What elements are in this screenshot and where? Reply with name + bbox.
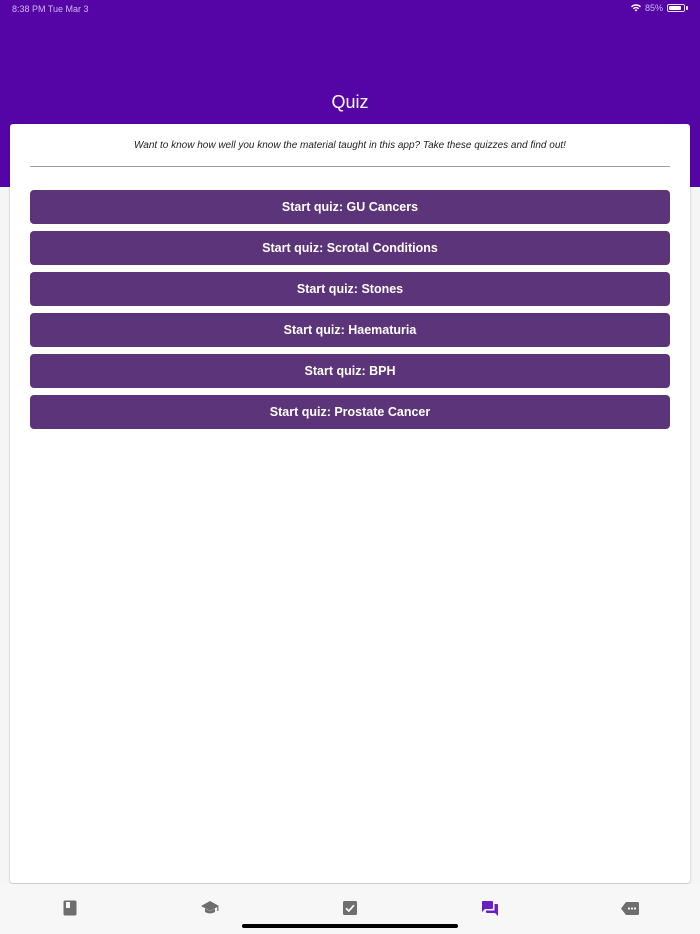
status-bar bbox=[0, 0, 700, 18]
home-indicator[interactable] bbox=[242, 924, 458, 928]
tab-book[interactable] bbox=[58, 896, 82, 920]
book-icon bbox=[63, 900, 77, 916]
battery-cap bbox=[686, 6, 688, 10]
status-date-text: Tue Mar 3 bbox=[47, 4, 89, 14]
page-title: Quiz bbox=[331, 92, 369, 112]
status-indicators bbox=[631, 3, 688, 13]
tab-quiz[interactable] bbox=[478, 896, 502, 920]
start-quiz-bph-button[interactable]: Start quiz: BPH bbox=[30, 354, 670, 388]
tab-more[interactable] bbox=[618, 896, 642, 920]
start-quiz-stones-button[interactable]: Start quiz: Stones bbox=[30, 272, 670, 306]
start-quiz-haematuria-button[interactable]: Start quiz: Haematuria bbox=[30, 313, 670, 347]
start-quiz-gu-cancers-button[interactable]: Start quiz: GU Cancers bbox=[30, 190, 670, 224]
divider bbox=[30, 166, 670, 167]
start-quiz-prostate-cancer-button[interactable]: Start quiz: Prostate Cancer bbox=[30, 395, 670, 429]
intro-text: Want to know how well you know the material taught in this app? Take these quizzes and find out! bbox=[134, 140, 566, 151]
graduation-cap-icon bbox=[201, 901, 219, 915]
backspace-icon bbox=[621, 902, 639, 915]
tab-learn[interactable] bbox=[198, 896, 222, 920]
checkbox-icon bbox=[343, 901, 357, 915]
status-time-text: 8:38 PM bbox=[12, 4, 46, 14]
wifi-icon bbox=[631, 4, 641, 12]
quiz-card bbox=[10, 124, 690, 883]
battery-fill bbox=[669, 6, 681, 10]
quiz-list bbox=[30, 190, 670, 436]
status-time bbox=[12, 4, 89, 14]
battery-percent: 85% bbox=[644, 3, 663, 13]
chat-bubbles-icon bbox=[482, 901, 498, 916]
tab-tasks[interactable] bbox=[338, 896, 362, 920]
start-quiz-scrotal-conditions-button[interactable]: Start quiz: Scrotal Conditions bbox=[30, 231, 670, 265]
battery-icon bbox=[667, 4, 685, 12]
